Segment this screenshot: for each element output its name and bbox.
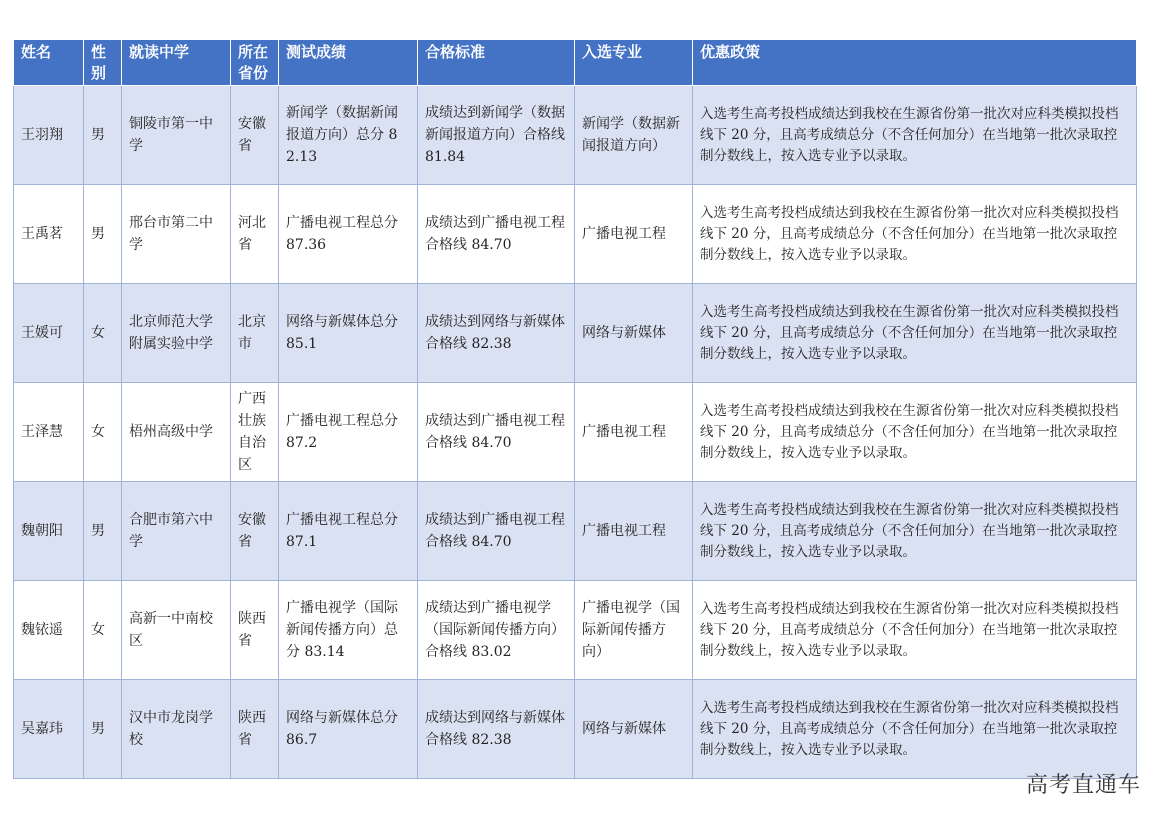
- header-standard: 合格标准: [418, 40, 575, 86]
- cell-province: 北京市: [231, 284, 279, 383]
- cell-policy: 入选考生高考投档成绩达到我校在生源省份第一批次对应科类模拟投档线下 20 分，且高考成绩总分（不含任何加分）在当地第一批次录取控制分数线上，按入选专业予以录取。: [693, 185, 1137, 284]
- watermark-text: 高考直通车: [1025, 773, 1141, 798]
- table-row: [14, 680, 1137, 779]
- cell-school: 合肥市第六中学: [122, 482, 231, 581]
- cell-score: 广播电视工程总分 87.1: [279, 482, 418, 581]
- cell-name: 魏朝阳: [14, 482, 84, 581]
- cell-standard: 成绩达到广播电视工程合格线 84.70: [418, 482, 575, 581]
- cell-score: 广播电视工程总分 87.36: [279, 185, 418, 284]
- cell-name: 王媛可: [14, 284, 84, 383]
- cell-standard: 成绩达到广播电视学（国际新闻传播方向）合格线 83.02: [418, 581, 575, 680]
- header-gender: 性别: [84, 40, 122, 86]
- cell-policy: 入选考生高考投档成绩达到我校在生源省份第一批次对应科类模拟投档线下 20 分，且高考成绩总分（不含任何加分）在当地第一批次录取控制分数线上，按入选专业予以录取。: [693, 383, 1137, 482]
- header-row: [14, 40, 1137, 86]
- cell-policy: 入选考生高考投档成绩达到我校在生源省份第一批次对应科类模拟投档线下 20 分，且高考成绩总分（不含任何加分）在当地第一批次录取控制分数线上，按入选专业予以录取。: [693, 680, 1137, 779]
- cell-province: 河北省: [231, 185, 279, 284]
- header-school: 就读中学: [122, 40, 231, 86]
- cell-major: 广播电视学（国际新闻传播方向）: [575, 581, 693, 680]
- header-score: 测试成绩: [279, 40, 418, 86]
- header-province: 所在省份: [231, 40, 279, 86]
- cell-gender: 女: [84, 383, 122, 482]
- cell-name: 吴嘉玮: [14, 680, 84, 779]
- cell-policy: 入选考生高考投档成绩达到我校在生源省份第一批次对应科类模拟投档线下 20 分，且高考成绩总分（不含任何加分）在当地第一批次录取控制分数线上，按入选专业予以录取。: [693, 581, 1137, 680]
- cell-policy: 入选考生高考投档成绩达到我校在生源省份第一批次对应科类模拟投档线下 20 分，且高考成绩总分（不含任何加分）在当地第一批次录取控制分数线上，按入选专业予以录取。: [693, 284, 1137, 383]
- cell-standard: 成绩达到广播电视工程合格线 84.70: [418, 185, 575, 284]
- cell-school: 汉中市龙岗学校: [122, 680, 231, 779]
- cell-score: 广播电视学（国际新闻传播方向）总分 83.14: [279, 581, 418, 680]
- cell-major: 网络与新媒体: [575, 680, 693, 779]
- cell-score: 新闻学（数据新闻报道方向）总分 82.13: [279, 86, 418, 185]
- cell-standard: 成绩达到新闻学（数据新闻报道方向）合格线 81.84: [418, 86, 575, 185]
- cell-major: 网络与新媒体: [575, 284, 693, 383]
- cell-major: 广播电视工程: [575, 482, 693, 581]
- cell-province: 安徽省: [231, 482, 279, 581]
- cell-province: 安徽省: [231, 86, 279, 185]
- cell-score: 网络与新媒体总分 86.7: [279, 680, 418, 779]
- header-name: 姓名: [14, 40, 84, 86]
- table-row: [14, 86, 1137, 185]
- cell-name: 王羽翔: [14, 86, 84, 185]
- cell-major: 广播电视工程: [575, 383, 693, 482]
- admission-table: [13, 39, 1137, 779]
- cell-major: 新闻学（数据新闻报道方向）: [575, 86, 693, 185]
- cell-standard: 成绩达到网络与新媒体合格线 82.38: [418, 284, 575, 383]
- cell-name: 王泽慧: [14, 383, 84, 482]
- table-row: [14, 185, 1137, 284]
- cell-school: 高新一中南校区: [122, 581, 231, 680]
- cell-gender: 男: [84, 185, 122, 284]
- cell-school: 铜陵市第一中学: [122, 86, 231, 185]
- table-row: [14, 383, 1137, 482]
- cell-province: 陕西省: [231, 581, 279, 680]
- cell-gender: 男: [84, 86, 122, 185]
- header-major: 入选专业: [575, 40, 693, 86]
- cell-name: 王禹茗: [14, 185, 84, 284]
- cell-gender: 男: [84, 680, 122, 779]
- cell-standard: 成绩达到广播电视工程合格线 84.70: [418, 383, 575, 482]
- cell-school: 北京师范大学附属实验中学: [122, 284, 231, 383]
- table-row: [14, 581, 1137, 680]
- cell-name: 魏铱遥: [14, 581, 84, 680]
- cell-gender: 男: [84, 482, 122, 581]
- cell-province: 广西壮族自治区: [231, 383, 279, 482]
- cell-school: 梧州高级中学: [122, 383, 231, 482]
- cell-policy: 入选考生高考投档成绩达到我校在生源省份第一批次对应科类模拟投档线下 20 分，且高考成绩总分（不含任何加分）在当地第一批次录取控制分数线上，按入选专业予以录取。: [693, 482, 1137, 581]
- table-row: [14, 482, 1137, 581]
- cell-gender: 女: [84, 284, 122, 383]
- cell-policy: 入选考生高考投档成绩达到我校在生源省份第一批次对应科类模拟投档线下 20 分，且高考成绩总分（不含任何加分）在当地第一批次录取控制分数线上，按入选专业予以录取。: [693, 86, 1137, 185]
- table-row: [14, 284, 1137, 383]
- cell-major: 广播电视工程: [575, 185, 693, 284]
- cell-score: 广播电视工程总分 87.2: [279, 383, 418, 482]
- cell-standard: 成绩达到网络与新媒体合格线 82.38: [418, 680, 575, 779]
- cell-school: 邢台市第二中学: [122, 185, 231, 284]
- cell-gender: 女: [84, 581, 122, 680]
- cell-province: 陕西省: [231, 680, 279, 779]
- cell-score: 网络与新媒体总分 85.1: [279, 284, 418, 383]
- header-policy: 优惠政策: [693, 40, 1137, 86]
